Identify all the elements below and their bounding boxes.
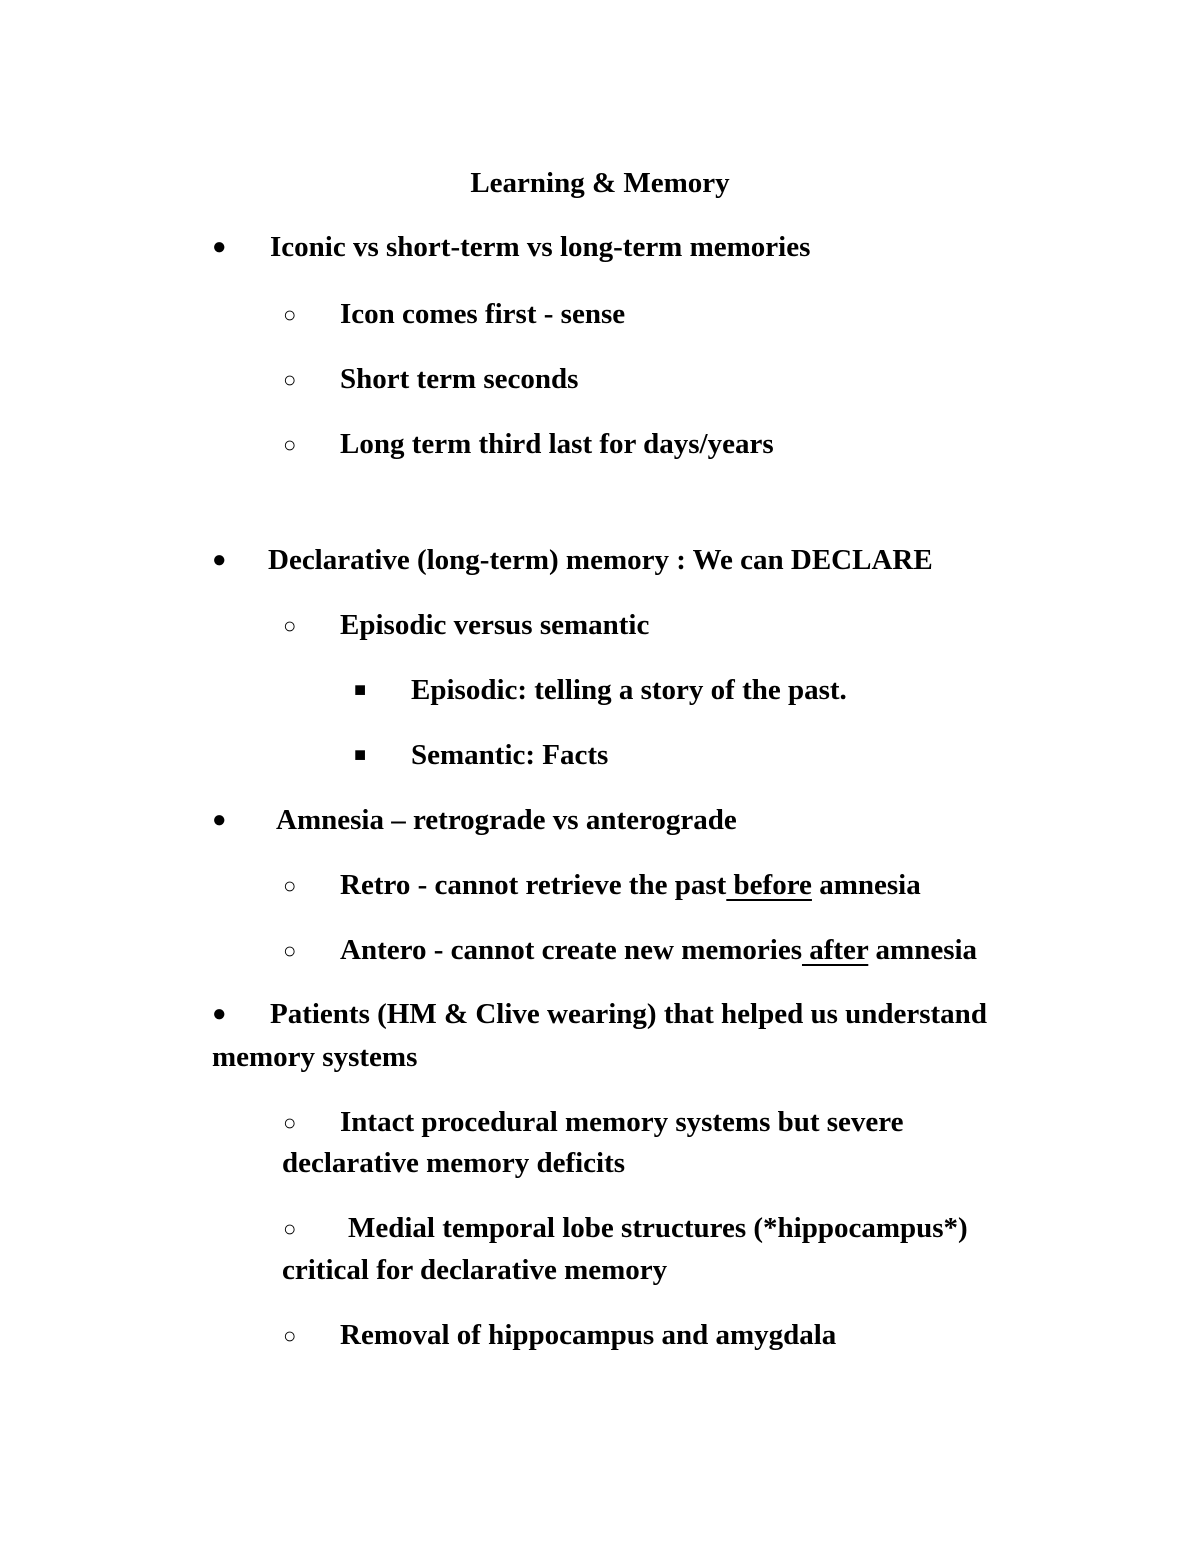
underlined-text: before (726, 869, 812, 901)
bullet-marker: ● (212, 1001, 227, 1027)
circle-marker: ○ (283, 367, 297, 392)
section-heading-amnesia: Amnesia – retrograde vs anterograde (276, 804, 737, 836)
text-run: Retro - cannot retrieve the past (340, 869, 727, 901)
section-heading-patients: Patients (HM & Clive wearing) that helped us understand (270, 998, 987, 1030)
list-item: Short term seconds (340, 363, 579, 395)
sub-list-item: Semantic: Facts (411, 739, 609, 771)
list-item (340, 929, 977, 972)
sub-list-item: Episodic: telling a story of the past. (411, 674, 847, 706)
text-run: Antero - cannot create new memories (340, 934, 802, 966)
bullet-marker: ● (212, 547, 227, 573)
text-run: amnesia (811, 869, 921, 901)
circle-marker: ○ (283, 432, 297, 457)
list-item: Removal of hippocampus and amygdala (340, 1319, 837, 1351)
underlined-text: after (801, 934, 869, 966)
list-item (340, 864, 921, 907)
list-item: Icon comes first - sense (340, 298, 626, 330)
list-item: Medial temporal lobe structures (*hippocampus*) (348, 1212, 968, 1244)
circle-marker: ○ (283, 613, 297, 638)
square-marker: ■ (354, 744, 367, 766)
list-item-continued: declarative memory deficits (282, 1147, 626, 1179)
text-run: amnesia (868, 934, 978, 966)
section-heading-iconic: Iconic vs short-term vs long-term memories (270, 231, 811, 263)
list-item: Intact procedural memory systems but severe (340, 1106, 904, 1138)
circle-marker: ○ (283, 873, 297, 898)
page-title: Learning & Memory (470, 167, 730, 199)
square-marker: ■ (354, 679, 367, 701)
list-item: Episodic versus semantic (340, 609, 650, 641)
list-item: Long term third last for days/years (340, 428, 774, 460)
bullet-marker: ● (212, 807, 227, 833)
circle-marker: ○ (283, 1216, 297, 1241)
circle-marker: ○ (283, 1110, 297, 1135)
circle-marker: ○ (283, 938, 297, 963)
section-heading-patients-continued: memory systems (212, 1041, 418, 1073)
bullet-marker: ● (212, 234, 227, 260)
circle-marker: ○ (283, 302, 297, 327)
list-item-continued: critical for declarative memory (282, 1254, 668, 1286)
circle-marker: ○ (283, 1323, 297, 1348)
section-heading-declarative: Declarative (long-term) memory : We can DECLARE (268, 544, 933, 576)
